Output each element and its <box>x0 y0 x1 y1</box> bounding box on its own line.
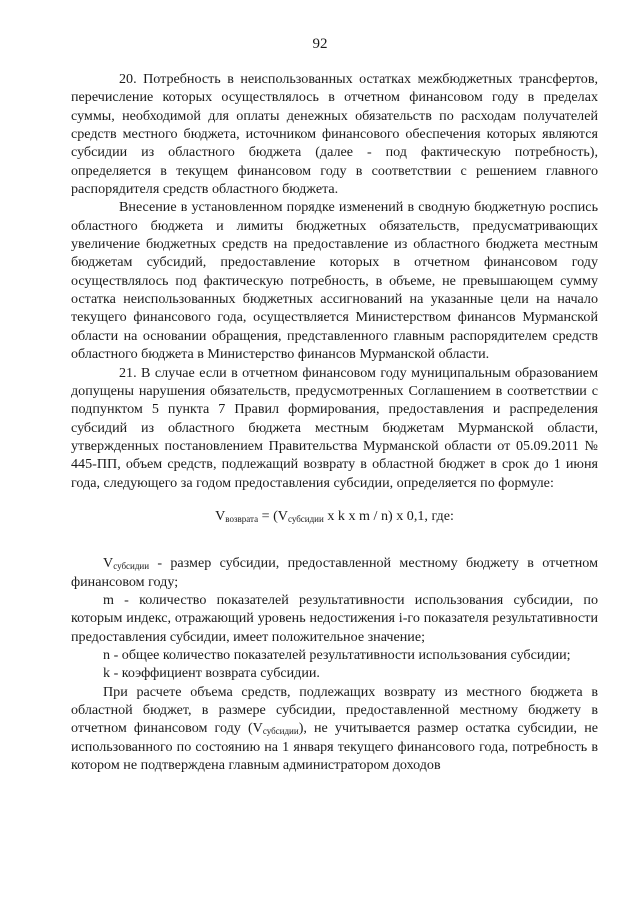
definition-v-subsidy <box>71 554 598 591</box>
paragraph-20: 20. Потребность в неиспользованных остатках межбюджетных трансфертов, перечисление которых осуществлялось в отчетном финансовом году в пределах суммы, необходимой для оплаты денежных обязательств по расходам получателей средств местного бюджета, источником финансового обеспечения которых являются субсидии из областного бюджета (далее - под фактическую потребность), определяется в текущем финансовом году в соответствии с решением главного распорядителя средств областного бюджета. <box>71 71 598 198</box>
formula-rest: x k x m / n) x 0,1, где: <box>323 507 454 524</box>
final-paragraph <box>71 683 598 775</box>
definition-k: k - коэффициент возврата субсидии. <box>103 665 320 682</box>
refund-formula <box>71 507 598 525</box>
formula-v-symbol: V <box>215 507 226 524</box>
document-body <box>71 70 598 774</box>
definition-v-text: - размер субсидии, предоставленной местному бюджету в отчетном финансовом году; <box>71 555 598 590</box>
definition-m: m - количество показателей результативности использования субсидии, по которым индекс, отражающий уровень недостижения i-го показателя результативности предоставления субсидии, имеет положительное значение; <box>71 591 598 645</box>
final-paragraph-after: ), не учитывается размер остатка субсидии, не использованного по состоянию на 1 января текущего финансового года, потребность в котором не подтверждена главным администратором доходов <box>71 720 598 774</box>
definition-v-symbol: V <box>103 555 114 572</box>
formula-v-subscript: возврата <box>225 513 259 524</box>
page-number: 92 <box>312 36 328 52</box>
final-paragraph-subscript: субсидии <box>262 726 299 737</box>
formula-subsidy-subscript: субсидии <box>287 513 324 524</box>
paragraph-20-continuation: Внесение в установленном порядке изменений в сводную бюджетную роспись областного бюджета и лимиты бюджетных обязательств, предусматривающих увеличение бюджетных средств на предоставление из областного бюджета местным бюджетам субсидий, предоставление которых в отчетном финансовом году осуществлялось под фактическую потребность, в объеме, не превышающем сумму остатка неиспользованных бюджетных ассигнований на указанные цели на начало текущего финансового года, осуществляется Министерством финансов Мурманской области на основании обращения, представленного главным распорядителем средств областного бюджета в Министерство финансов Мурманской области. <box>71 199 598 363</box>
formula-equals: = (V <box>258 507 288 524</box>
final-paragraph-before: При расчете объема средств, подлежащих возврату из местного бюджета в областной бюджет, в размере субсидии, предоставленной местному бюджету в отчетном финансовом году (V <box>71 683 598 737</box>
spacer <box>71 542 598 554</box>
definition-v-subscript: субсидии <box>113 561 150 572</box>
paragraph-21: 21. В случае если в отчетном финансовом году муниципальным образованием допущены нарушения обязательств, предусмотренных Соглашением в соответствии с подпунктом 5 пункта 7 Правил формирования, предоставления и распределения субсидий из областного бюджета местным бюджетам Мурманской области, утвержденных постановлением Правительства Мурманской области от 05.09.2011 № 445-ПП, объем средств, подлежащий возврату в областной бюджет в срок до 1 июня года, следующего за годом предоставления субсидии, определяется по формуле: <box>71 364 598 491</box>
definition-n: n - общее количество показателей результативности использования субсидии; <box>103 646 571 663</box>
